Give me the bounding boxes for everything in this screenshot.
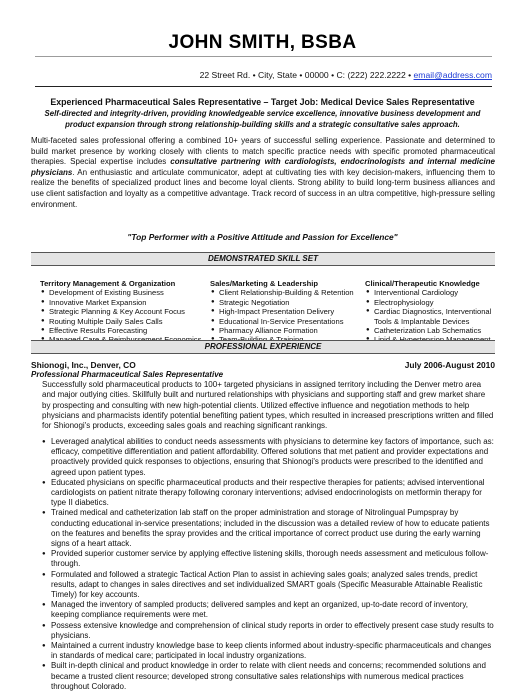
summary-text-1: Multi-faceted sales professional offering a combined 10+ years of successful selling experience. Passionate and determined to build market presence by working closely with clients to match specific practice needs with specific promoted pharmaceutical therapies. Special expertise includes <box>31 136 495 167</box>
company-name: Shionogi, Inc., Denver, CO <box>31 360 136 370</box>
skill-item: ● Strategic Negotiation <box>210 298 365 307</box>
job-header <box>31 360 495 370</box>
skill-item: ● Interventional Cardiology <box>365 288 495 297</box>
skill-item: ● Pharmacy Alliance Formation <box>210 326 365 335</box>
contact-divider <box>35 86 492 87</box>
candidate-name: JOHN SMITH, BSBA <box>168 32 357 53</box>
skill-item: ● High-Impact Presentation Delivery <box>210 307 365 316</box>
summary-paragraph <box>31 136 495 210</box>
skill-item: ● Catheterization Lab Schematics <box>365 326 495 335</box>
skills-column-2 <box>210 279 365 345</box>
summary-text-2: . An enthusiastic and articulate communicator, adept at cultivating ties with key decision-makers, influencing them to realize the benefits of specialized product lines and become loyal clients. Strong ability to build long-term business alliances and use client satisfaction and loyalty as a competitive advantage. Track record of success in an ultra competitive, high-pressure selling environment. <box>31 167 495 209</box>
contact-address: 22 Street Rd. • City, State • 00000 • C: (222) 222.2222 • <box>199 70 414 80</box>
skills-section-heading: DEMONSTRATED SKILL SET <box>31 252 495 266</box>
achievement-item: ● Possess extensive knowledge and comprehension of clinical study reports in order to effectively present case study results to physicians. <box>42 621 494 641</box>
skills-column-title: Sales/Marketing & Leadership <box>210 279 319 288</box>
skill-item: ● Development of Existing Business <box>40 288 220 297</box>
skill-item: ● Effective Results Forecasting <box>40 326 220 335</box>
achievement-item: ● Maintained a current industry knowledge base to keep clients informed about industry-specific pharmaceuticals and changes in standards of medical care; participated in local industry organizations. <box>42 641 494 661</box>
skill-item: ● Electrophysiology <box>365 298 495 307</box>
achievement-item: ● Trained medical and catheterization lab staff on the proper administration and storage of Nitrolingual Pumpspray by conducting educational in-service presentations; included in the discussion was a detailed review of how to educate patients on the features and benefits the spray provides and the critical importance of correct product use during the early warning signs of a heart attack. <box>42 508 494 549</box>
skill-item: ● Client Relationship-Building & Retention <box>210 288 365 297</box>
achievement-item: ● Formulated and followed a strategic Tactical Action Plan to assist in achieving sales goals; analyzed sales trends, predict results, adapt to changes in sales directives and set individualized SMART goals (Specific Measurable Attainable Realistic Timely) for key accounts. <box>42 570 494 601</box>
contact-line <box>35 70 492 80</box>
job-description: Successfully sold pharmaceutical products to 100+ targeted physicians in assigned territory including the Denver metro area and major outlying cities. Skillfully built and nurtured relationships with physicians and supporting staff and grew market share by prospecting and consulting with new high-potential clients. Utilized effective influence and negotiation methods to help physicians and pharmacists identify potential benefiting patient types, which resulted in increased prescriptions written and filled for Shionogi's products, exceeding sales goals and reaching significant rankings. <box>42 380 494 431</box>
skill-item: ● Educational In-Service Presentations <box>210 317 365 326</box>
skills-column-title: Clinical/Therapeutic Knowledge <box>365 279 480 288</box>
headline: Experienced Pharmaceutical Sales Representative – Target Job: Medical Device Sales Representative <box>50 97 475 107</box>
header-divider <box>35 56 492 57</box>
experience-section-heading: PROFESSIONAL EXPERIENCE <box>31 340 495 354</box>
achievement-item: ● Educated physicians on specific pharmaceutical products and their respective therapies for patients; advised interventional cardiologists on patient nitrate therapy following coronary interventions; advised endocrinologists on metformin therapy for type II diabetics. <box>42 478 494 509</box>
job-title: Professional Pharmaceutical Sales Representative <box>31 370 224 379</box>
subtitle: Self-directed and integrity-driven, providing knowledgeable service excellence, innovative business development and product expansion through strong relationship-building skills and a strategic consultative sales approach. <box>44 109 481 129</box>
skill-item: ● Innovative Market Expansion <box>40 298 220 307</box>
achievement-item: ● Managed the inventory of sampled products; delivered samples and kept an organized, up-to-date record of inventory, keeping compliance requirements were met. <box>42 600 494 620</box>
skill-item: ● Strategic Planning & Key Account Focus <box>40 307 220 316</box>
summary-emphasis: consultative partnering with cardiologists, endocrinologists and internal medicine physicians <box>31 157 495 177</box>
skill-item: ● Cardiac Diagnostics, Interventional Tools & Implantable Devices <box>365 307 495 326</box>
achievement-list <box>42 437 494 692</box>
email-link[interactable]: email@address.com <box>413 70 492 80</box>
skills-column-1 <box>40 279 220 345</box>
achievement-item: ● Provided superior customer service by applying effective listening skills, thorough needs assessment and meticulous follow-through. <box>42 549 494 569</box>
skill-item: ● Routing Multiple Daily Sales Calls <box>40 317 220 326</box>
tagline: "Top Performer with a Positive Attitude and Passion for Excellence" <box>127 232 398 242</box>
skills-column-title: Territory Management & Organization <box>40 279 176 288</box>
achievement-item: ● Leveraged analytical abilities to conduct needs assessments with physicians to determine key factors of importance, such as: efficacy, competitive differentiation and patient affordability. Offered solutions that met patient and provider expectations and proactively provided quick responses to objections, ensuring that Shionogi's products were prescribed to the identified and agreed upon patient types. <box>42 437 494 478</box>
job-dates: July 2006-August 2010 <box>404 360 495 370</box>
achievement-item: ● Built in-depth clinical and product knowledge in order to relate with client needs and concerns; recommended solutions and became a trusted client resource; developed strong consultative sales relationships with numerous medical practices throughout Colorado. <box>42 661 494 692</box>
